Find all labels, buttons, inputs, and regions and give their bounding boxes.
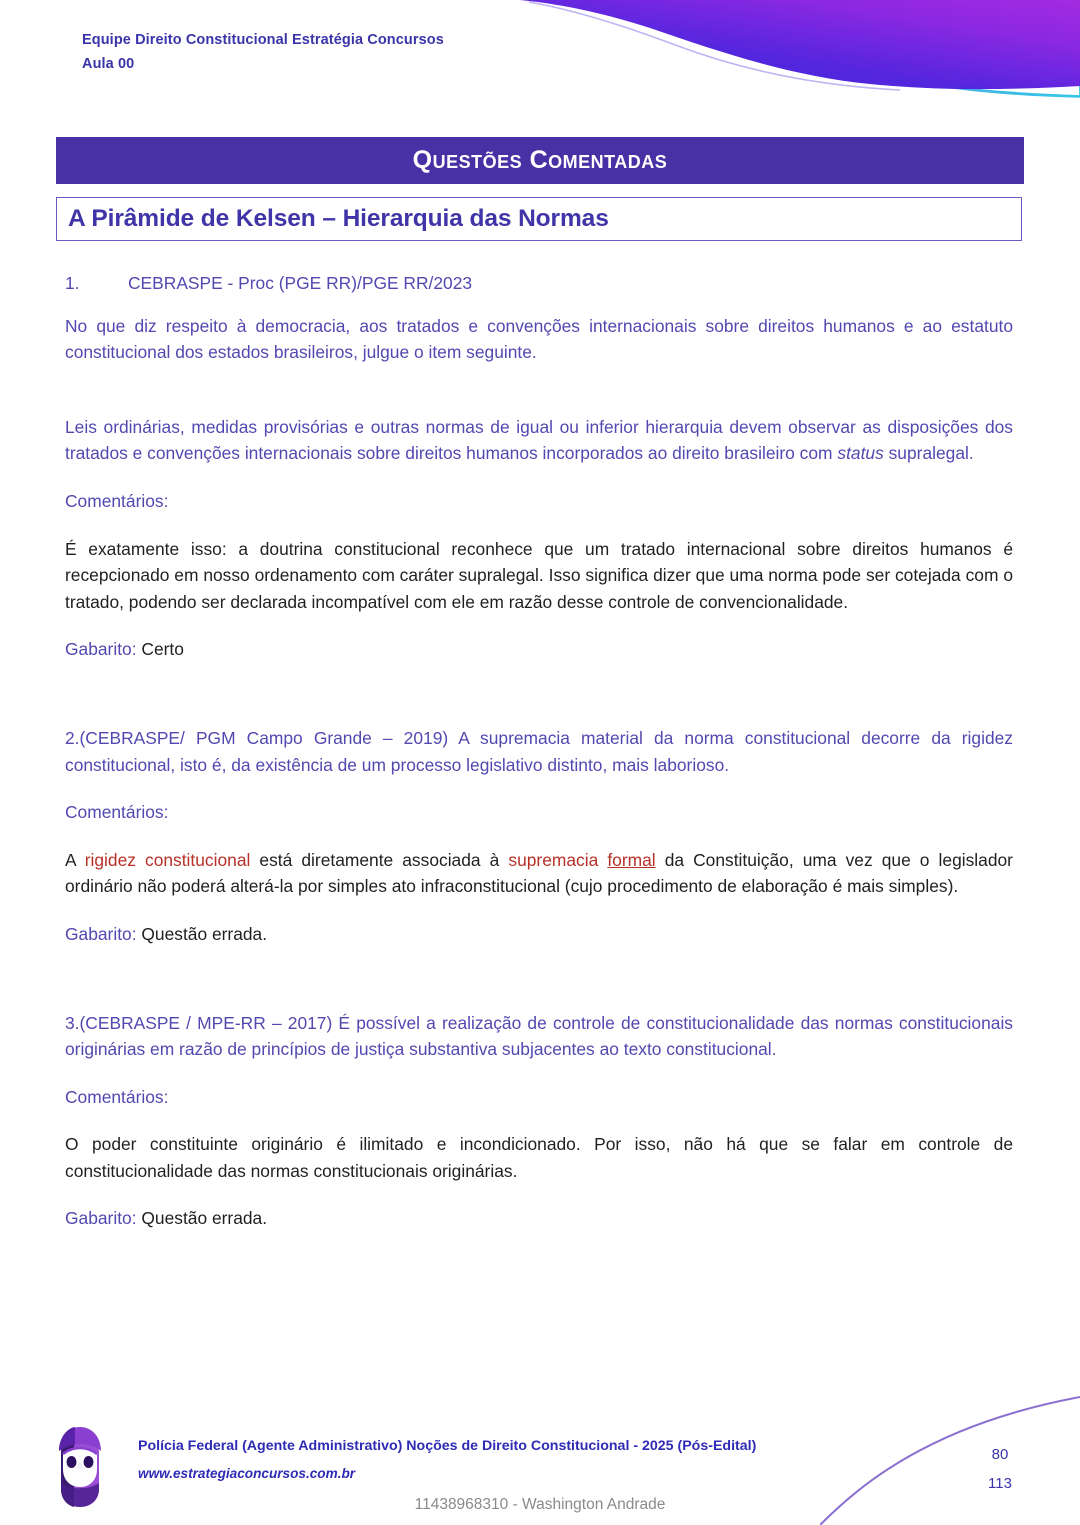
document-header [82,28,444,76]
q2-gabarito-value: Questão errada. [136,923,268,944]
q1-statement-part-a: Leis ordinárias, medidas provisórias e outras normas de igual ou inferior hierarquia devem observar as disposições dos tratados e convenções internacionais sobre direitos humanos incorporados ao direito brasileiro com [65,416,1013,464]
questoes-comentadas-banner [56,137,1024,184]
question-3-text: (CEBRASPE / MPE-RR – 2017) É possível a realização de controle de constitucionalidade das normas constitucionais originárias em razão de princípios de justiça substantiva subjacentes ao texto constitucional. [65,1012,1013,1060]
footer-info [138,1432,756,1487]
q3-gabarito-label: Gabarito: [65,1208,137,1229]
question-2-statement [65,725,1013,778]
question-2-number: 2. [65,727,80,748]
q2-highlight-rigidez: rigidez constitucional [84,849,251,870]
question-1-source: CEBRASPE - Proc (PGE RR)/PGE RR/2023 [128,273,473,293]
question-block-3 [65,1010,1013,1233]
question-2-gabarito [65,921,1013,948]
q2-coment-part-1: A [65,849,85,870]
page-total: 113 [988,1475,1012,1492]
q2-gabarito-label: Gabarito: [65,923,137,944]
q1-statement-italic: status [837,443,884,464]
q2-highlight-supremacia: supremacia [508,849,608,870]
question-3-gabarito [65,1205,1013,1232]
page-current: 80 [991,1446,1009,1463]
q2-coment-part-2: está diretamente associada à [250,849,509,870]
q1-gabarito-label: Gabarito: [65,639,137,660]
banner-label: Questões Comentadas [412,146,668,174]
q1-statement-part-b: supralegal. [883,443,974,464]
question-1-number: 1. [65,273,80,293]
question-2-comentarios-text [65,847,1013,900]
question-2-text: (CEBRASPE/ PGM Campo Grande – 2019) A supremacia material da norma constitucional decorre da rigidez constitucional, isto é, da existência de um processo legislativo distinto, mais laborioso. [65,727,1013,775]
question-1-gabarito [65,636,1013,663]
page-numbers [970,1440,1030,1498]
q2-highlight-formal: formal [607,849,656,870]
header-lesson-line: Aula 00 [82,56,135,72]
questions-content [65,270,1013,1232]
footer-course-title: Polícia Federal (Agente Administrativo) Noções de Direito Constitucional - 2025 (Pós-Edital) [138,1438,757,1454]
q2-coment-part-3: da Constituição, uma vez que o legislador ordinário não poderá alterá-la por simples ato infraconstitucional (cujo procedimento de elaboração é mais simples). [65,849,1013,897]
question-3-comentarios-text: O poder constituinte originário é ilimitado e incondicionado. Por isso, não há que se falar em controle de constitucionalidade das normas constitucionais originárias. [65,1134,1013,1181]
question-1-comentarios-text: É exatamente isso: a doutrina constitucional reconhece que um tratado internacional sobre direitos humanos é recepcionado em nosso ordenamento com caráter supralegal. Isso significa dizer que uma norma pode ser cotejada com o tratado, podendo ser declarada incompatível com ele em razão desse controle de convencionalidade. [65,538,1013,612]
page-title: A Pirâmide de Kelsen – Hierarquia das Normas [68,205,609,232]
question-3-number: 3. [65,1012,80,1033]
section-title-box [56,197,1022,241]
question-3-comentarios-label: Comentários: [65,1086,169,1107]
q3-gabarito-value: Questão errada. [136,1208,268,1229]
user-watermark: 11438968310 - Washington Andrade [414,1496,666,1513]
q1-gabarito-value: Certo [136,639,184,660]
question-1-header [65,270,1013,297]
question-1-intro: No que diz respeito à democracia, aos tratados e convenções internacionais sobre direitos humanos e ao estatuto constitucional dos estados brasileiros, julgue o item seguinte. [65,315,1013,363]
footer-website-link[interactable]: www.estrategiaconcursos.com.br [138,1466,356,1481]
question-block-1 [65,270,1013,663]
header-team-line: Equipe Direito Constitucional Estratégia Concursos [82,32,444,48]
question-1-comentarios-label: Comentários: [65,490,169,511]
question-2-comentarios-label: Comentários: [65,802,169,823]
question-block-2 [65,725,1013,948]
question-1-statement [65,414,1013,467]
question-3-statement [65,1010,1013,1063]
